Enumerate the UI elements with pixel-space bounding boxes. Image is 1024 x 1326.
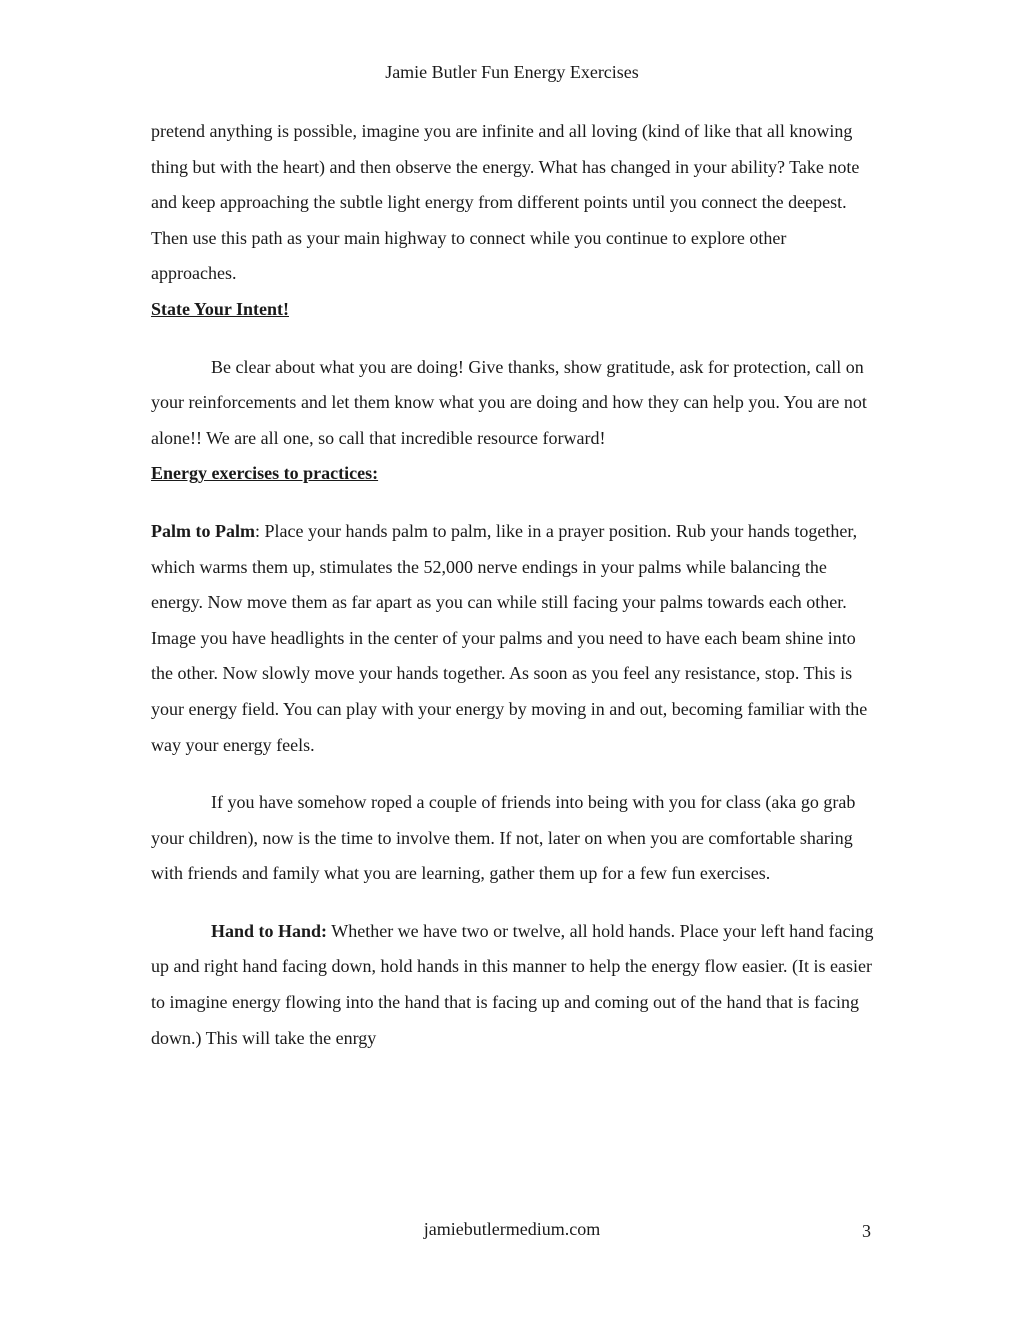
term-hand-to-hand: Hand to Hand: [211, 920, 328, 941]
paragraph-hand-to-hand-text: Whether we have two or twelve, all hold hands. Place your left hand facing up and right hand facing down, hold hands in this manner to help the energy flow easier. (It is easier to imagine energy flowing into the hand that is facing up and coming out of the hand that is facing down.) This will take the enrgy [151, 920, 874, 1048]
term-palm-to-palm: Palm to Palm [151, 520, 255, 541]
footer-url: jamiebutlermedium.com [423, 1219, 601, 1239]
paragraph-palm-to-palm-text: : Place your hands palm to palm, like in a prayer position. Rub your hands together, which warms them up, stimulates the 52,000 nerve endings in your palms while balancing the energy. Now move them as far apart as you can while still facing your palms towards each other. Image you have headlights in the center of your palms and you need to have each beam shine into the other. Now slowly move your hands together. As soon as you feel any resistance, stop. This is your energy field. You can play with your energy by moving in and out, becoming familiar with the way your energy feels. [151, 520, 868, 755]
heading-energy-exercises: Energy exercises to practices: [151, 463, 379, 484]
page-body [151, 114, 875, 1056]
heading-state-your-intent: State Your Intent! [151, 298, 289, 319]
paragraph-palm-to-palm [151, 514, 875, 763]
page-number: 3 [862, 1221, 871, 1241]
paragraph-hand-to-hand [151, 914, 875, 1056]
paragraph-continued: pretend anything is possible, imagine you are infinite and all loving (kind of like that all knowing thing but with the heart) and then observe the energy. What has changed in your ability? Take note and keep approaching the subtle light energy from different points until you connect the deepest. Then use this path as your main highway to connect while you continue to explore other approaches. [151, 121, 860, 284]
paragraph-friends: If you have somehow roped a couple of friends into being with you for class (aka go grab your children), now is the time to involve them. If not, later on when you are comfortable sharing with friends and family what you are learning, gather them up for a few fun exercises. [151, 792, 856, 884]
paragraph-intent: Be clear about what you are doing! Give thanks, show gratitude, ask for protection, call on your reinforcements and let them know what you are doing and how they can help you. You are not alone!! We are all one, so call that incredible resource forward! [151, 356, 867, 448]
page-header: Jamie Butler Fun Energy Exercises [385, 62, 639, 82]
